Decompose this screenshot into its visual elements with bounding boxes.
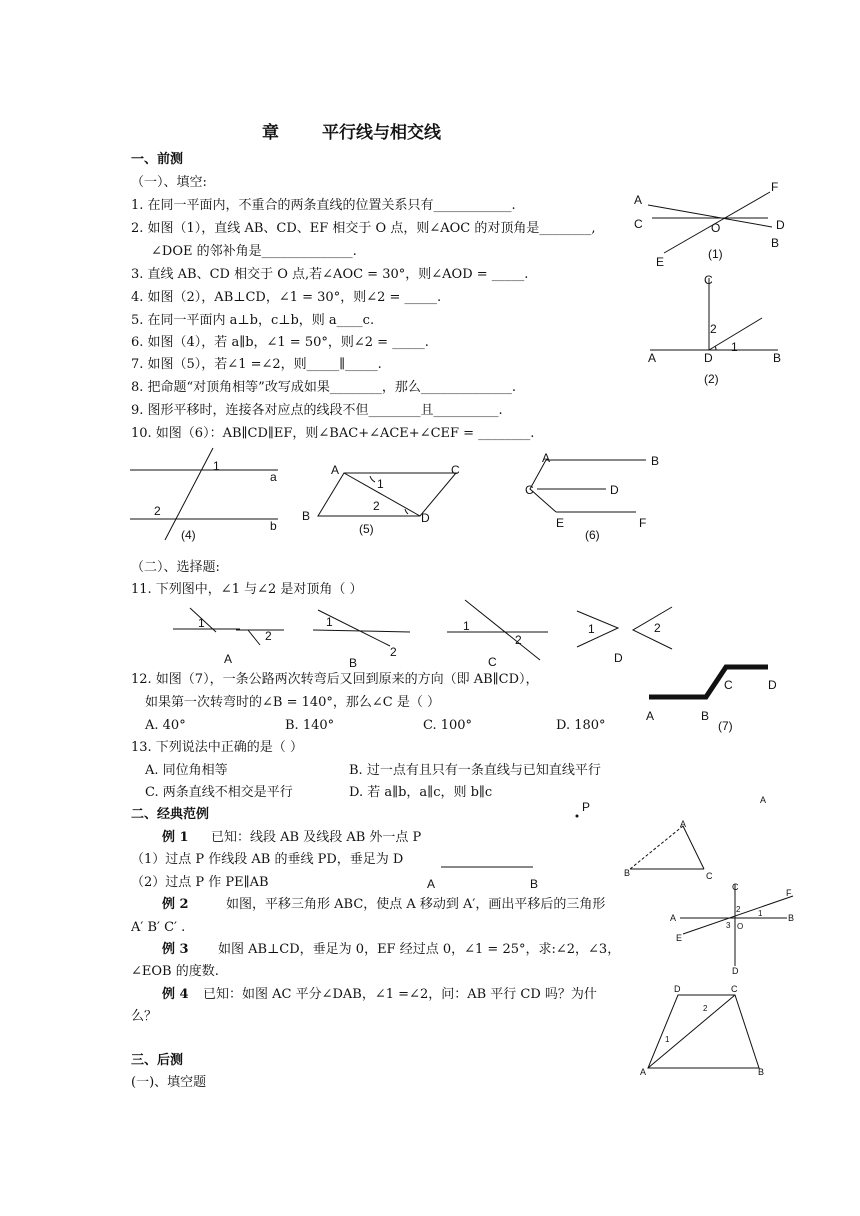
fig6-label-a: A <box>542 451 551 465</box>
example-2-figure <box>630 826 704 869</box>
fig1-label-b: B <box>771 236 780 250</box>
question-2: 2. 如图（1），直线 AB、CD、EF 相交于 O 点，则∠AOC 的对顶角是________, <box>131 221 596 236</box>
ex4-label-c: C <box>731 984 738 994</box>
example-2-text: 如图，平移三角形 ABC，使点 A 移动到 A′，画出平移后的三角形 <box>226 897 606 912</box>
figure-2 <box>650 278 778 350</box>
fig6-label-d: D <box>610 483 619 497</box>
example-1-text: 已知：线段 AB 及线段 AB 外一点 P <box>211 830 422 845</box>
angle-arc <box>715 346 716 350</box>
ex3-label-b: B <box>788 913 795 923</box>
example-1-q1: （1）过点 P 作线段 AB 的垂线 PD，垂足为 D <box>131 852 404 867</box>
example-3-label: 例 3 <box>162 942 189 957</box>
q12-option-c: C. 100° <box>423 718 473 733</box>
fig5-label-c: C <box>451 463 460 477</box>
fig7-caption: (7) <box>718 719 733 733</box>
q11-b-label-1: 1 <box>326 615 333 629</box>
ex3-label-a: A <box>670 913 677 923</box>
q11-d-label-1: 1 <box>588 622 595 636</box>
ex2-label-c: C <box>706 871 713 881</box>
fig5-label-b: B <box>302 509 311 523</box>
q11-a-label-1: 1 <box>198 616 205 630</box>
question-3: 3. 直线 AB、CD 相交于 O 点,若∠AOC = 30°，则∠AOD = _____. <box>131 267 529 282</box>
point-p <box>576 815 579 818</box>
fig2-label-c: C <box>704 273 713 287</box>
q12-option-a: A. 40° <box>145 718 186 733</box>
q12-option-b: B. 140° <box>285 718 335 733</box>
angle-2-arc <box>405 509 408 514</box>
question-11: 11. 下列图中，∠1 与∠2 是对顶角（ ） <box>131 582 363 597</box>
example-1-q2: （2）过点 P 作 PE∥AB <box>131 875 269 890</box>
fig2-caption: (2) <box>704 372 719 386</box>
fig1-label-f: F <box>771 180 779 194</box>
fig4-label-a: a <box>270 470 277 484</box>
zigzag <box>530 460 556 512</box>
section-post-fill: (一)、填空题 <box>131 1075 207 1090</box>
ex4-label-1: 1 <box>665 1035 670 1044</box>
q11-figures <box>173 600 672 660</box>
q11-option-b: B <box>349 656 358 670</box>
q11-option-c: C <box>488 655 497 669</box>
fig5-label-2: 2 <box>373 499 380 513</box>
chapter-label: 章 <box>262 123 279 143</box>
ex2-label-aprime: A <box>760 795 767 805</box>
q13-option-c: C. 两条直线不相交是平行 <box>145 785 293 800</box>
fig2-label-1: 1 <box>731 340 738 354</box>
q13-option-b: B. 过一点有且只有一条直线与已知直线平行 <box>349 763 601 778</box>
transversal <box>165 448 213 540</box>
ex1-label-b: B <box>530 877 539 891</box>
q12-option-d: D. 180° <box>556 718 606 733</box>
fig2-label-2: 2 <box>710 322 717 336</box>
section-choice: （二）、选择题: <box>131 560 220 575</box>
example-3-text: 如图 AB⊥CD，垂足为 0，EF 经过点 0，∠1 = 25°，求:∠2，∠3， <box>218 942 621 957</box>
fig2-label-d: D <box>704 351 713 365</box>
section-post: 三、后测 <box>131 1053 184 1068</box>
fig4-label-b: b <box>270 519 277 533</box>
fig7-label-b: B <box>701 709 710 723</box>
ex2-label-b: B <box>624 868 631 878</box>
section-pre: 一、前测 <box>131 152 184 167</box>
figure-6 <box>530 460 646 512</box>
ex1-label-p: P <box>582 800 591 814</box>
example-4-text2: 么？ <box>131 1009 158 1024</box>
ex4-label-2: 2 <box>703 1004 708 1013</box>
ex3-label-1: 1 <box>758 909 763 918</box>
ex3-label-o: O <box>737 922 744 931</box>
q11-option-d: D <box>614 651 623 665</box>
example-4-text: 已知：如图 AC 平分∠DAB，∠1 =∠2，问：AB 平行 CD 吗？为什 <box>203 987 597 1002</box>
angle-1-arc <box>370 476 375 482</box>
q13-option-a: A. 同位角相等 <box>145 763 228 778</box>
section-examples: 二、经典范例 <box>131 807 210 822</box>
question-1: 1. 在同一平面内，不重合的两条直线的位置关系只有____________. <box>131 198 516 213</box>
page-title: 平行线与相交线 <box>322 123 441 143</box>
fig7-label-a: A <box>646 709 655 723</box>
fig5-label-a: A <box>331 463 340 477</box>
figure-5 <box>318 473 456 516</box>
question-7: 7. 如图（5），若∠1 =∠2，则_____∥_____. <box>131 357 382 372</box>
fig5-caption: (5) <box>359 522 374 536</box>
fig1-label-o: O <box>711 221 721 235</box>
example-2-label: 例 2 <box>162 897 189 912</box>
ex4-label-b: B <box>758 1067 765 1077</box>
example-3-text2: ∠EOB 的度数. <box>131 964 219 979</box>
ex4-label-d: D <box>674 984 681 994</box>
line-ab <box>648 205 772 227</box>
q11-d-label-2: 2 <box>654 621 661 635</box>
fig1-caption: (1) <box>708 247 723 261</box>
fig5-label-1: 1 <box>377 477 384 491</box>
ex3-label-c: C <box>732 882 739 892</box>
q11-a-label-2: 2 <box>265 629 272 643</box>
ex2-label-a: A <box>680 819 687 829</box>
fig4-caption: (4) <box>181 528 196 542</box>
fig1-label-d: D <box>776 218 785 232</box>
fig6-label-c: C <box>525 483 534 497</box>
example-1-label: 例 1 <box>162 830 189 845</box>
example-4-label: 例 4 <box>162 987 189 1002</box>
fig7-label-d: D <box>768 678 777 692</box>
fig7-label-c: C <box>724 678 733 692</box>
question-2-cont: ∠DOE 的邻补角是______________. <box>151 244 357 259</box>
ex3-label-e: E <box>676 933 683 943</box>
question-6: 6. 如图（4），若 a∥b，∠1 = 50°，则∠2 = _____. <box>131 335 429 350</box>
question-5: 5. 在同一平面内 a⊥b，c⊥b，则 a____c. <box>131 313 375 328</box>
fig6-label-f: F <box>639 516 647 530</box>
fig6-label-e: E <box>556 516 565 530</box>
question-12-line2: 如果第一次转弯时的∠B = 140°，那么∠C 是（ ） <box>145 695 441 710</box>
ex3-label-d: D <box>732 966 739 976</box>
fig2-label-a: A <box>648 351 657 365</box>
ex3-label-3: 3 <box>726 921 731 930</box>
q13-option-d: D. 若 a∥b，a∥c，则 b∥c <box>349 785 493 800</box>
question-13: 13. 下列说法中正确的是（ ） <box>131 740 303 755</box>
fig1-label-a: A <box>634 193 643 207</box>
question-12-line1: 12. 如图（7），一条公路两次转弯后又回到原来的方向（即 AB∥CD）， <box>131 672 539 687</box>
figure-4 <box>130 448 278 540</box>
q11-option-a: A <box>224 652 233 666</box>
ex1-label-a: A <box>427 877 436 891</box>
fig6-caption: (6) <box>585 528 600 542</box>
figure-7 <box>649 667 768 697</box>
fig1-label-e: E <box>656 255 665 269</box>
fig4-label-2: 2 <box>154 504 161 518</box>
ex3-label-2: 2 <box>736 905 741 914</box>
question-8: 8. 把命题“对顶角相等”改写成如果________，那么______________. <box>131 380 516 395</box>
figure-1 <box>648 192 772 253</box>
ex3-label-f: F <box>786 888 792 898</box>
fig6-label-b: B <box>651 454 660 468</box>
q11-c-label-1: 1 <box>463 619 470 633</box>
question-10: 10. 如图（6）：AB∥CD∥EF，则∠BAC+∠ACE+∠CEF = ________. <box>131 426 535 441</box>
section-fill: （一）、填空: <box>131 175 207 190</box>
question-4: 4. 如图（2），AB⊥CD，∠1 = 30°，则∠2 = _____. <box>131 290 442 305</box>
ex4-label-a: A <box>640 1067 647 1077</box>
example-2-text2: A′ B′ C′ . <box>131 920 186 935</box>
fig5-label-d: D <box>421 511 430 525</box>
q11-b-label-2: 2 <box>390 645 397 659</box>
fig2-label-b: B <box>773 351 782 365</box>
question-9: 9. 图形平移时，连接各对应点的线段不但________且__________. <box>131 403 503 418</box>
q11-c-label-2: 2 <box>515 633 522 647</box>
road <box>649 667 768 697</box>
fig1-label-c: C <box>634 217 643 231</box>
fig4-label-1: 1 <box>213 459 220 473</box>
parallelogram <box>318 473 456 516</box>
